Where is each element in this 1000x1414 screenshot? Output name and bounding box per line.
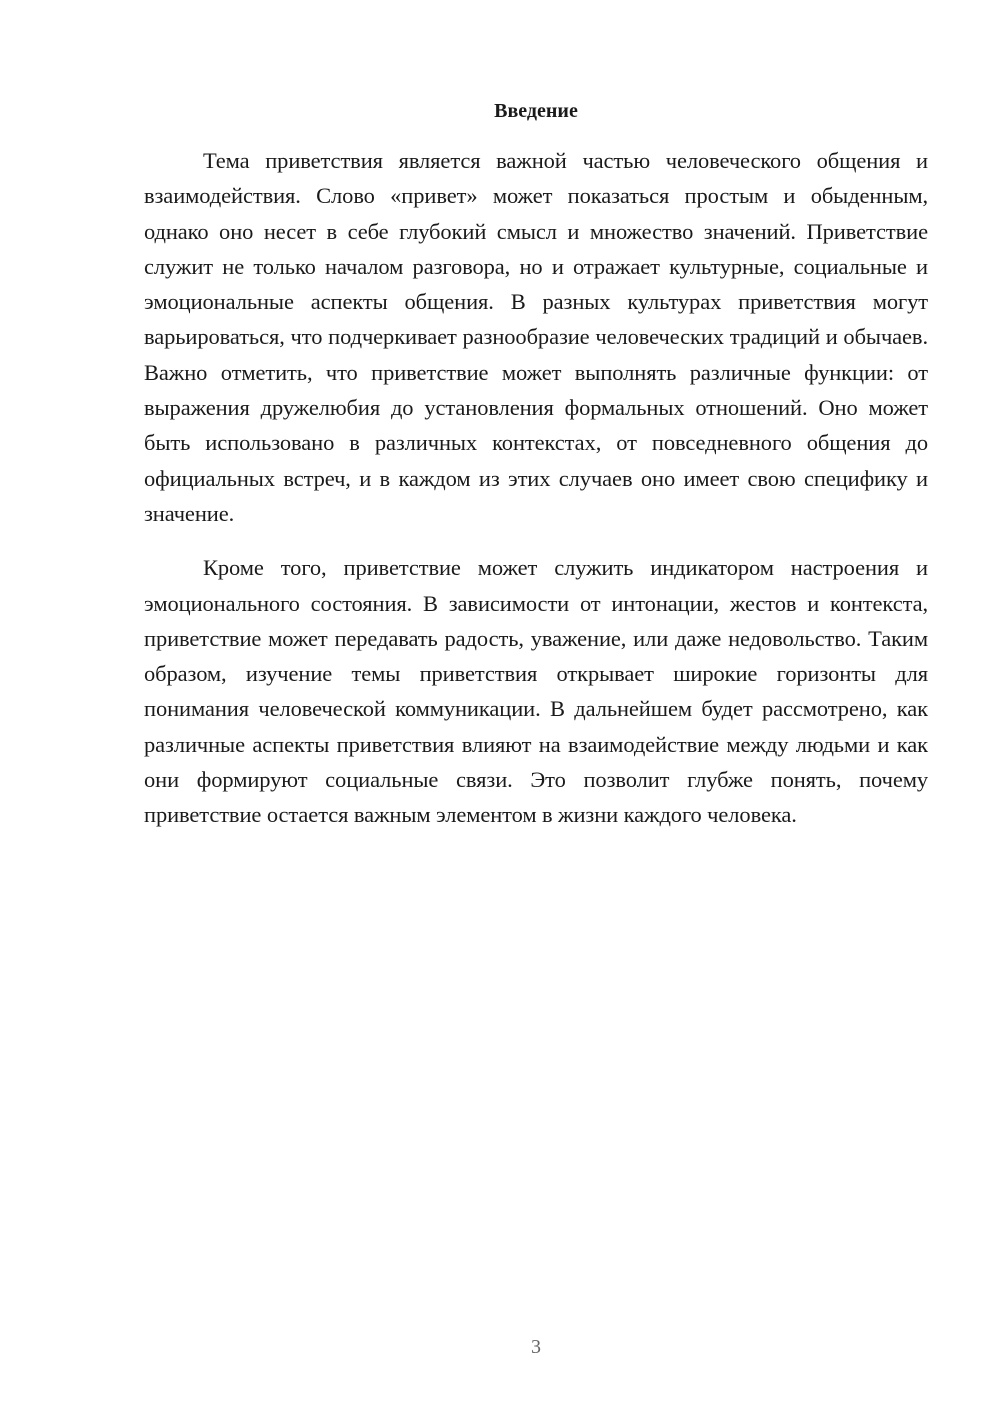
paragraph-2: Кроме того, приветствие может служить индикатором настроения и эмоционального состояния. В зависимости от интонации, жестов и контекста, приветствие может передавать радость, уважение, или даже недовольство. Таким образом, изучение темы приветствия открывает широкие горизонты для понимания человеческой коммуникации. В дальнейшем будет рассмотрено, как различные аспекты приветствия влияют на взаимодействие между людьми и как они формируют социальные связи. Это позволит глубже понять, почему приветствие остается важным элементом в жизни каждого человека.	[144, 555, 928, 828]
page-number: 3	[531, 1336, 541, 1358]
paragraph-1: Тема приветствия является важной частью человеческого общения и взаимодействия. Слово «привет» может показаться простым и обыденным, однако оно несет в себе глубокий смысл и множество значений. Приветствие служит не только началом разговора, но и отражает культурные, социальные и эмоциональные аспекты общения. В разных культурах приветствия могут варьироваться, что подчеркивает разнообразие человеческих традиций и обычаев. Важно отметить, что приветствие может выполнять различные функции: от выражения дружелюбия до установления формальных отношений. Оно может быть использовано в различных контекстах, от повседневного общения до официальных встреч, и в каждом из этих случаев оно имеет свою специфику и значение.	[144, 148, 928, 526]
section-heading: Введение	[494, 100, 578, 122]
body-text	[144, 143, 928, 833]
